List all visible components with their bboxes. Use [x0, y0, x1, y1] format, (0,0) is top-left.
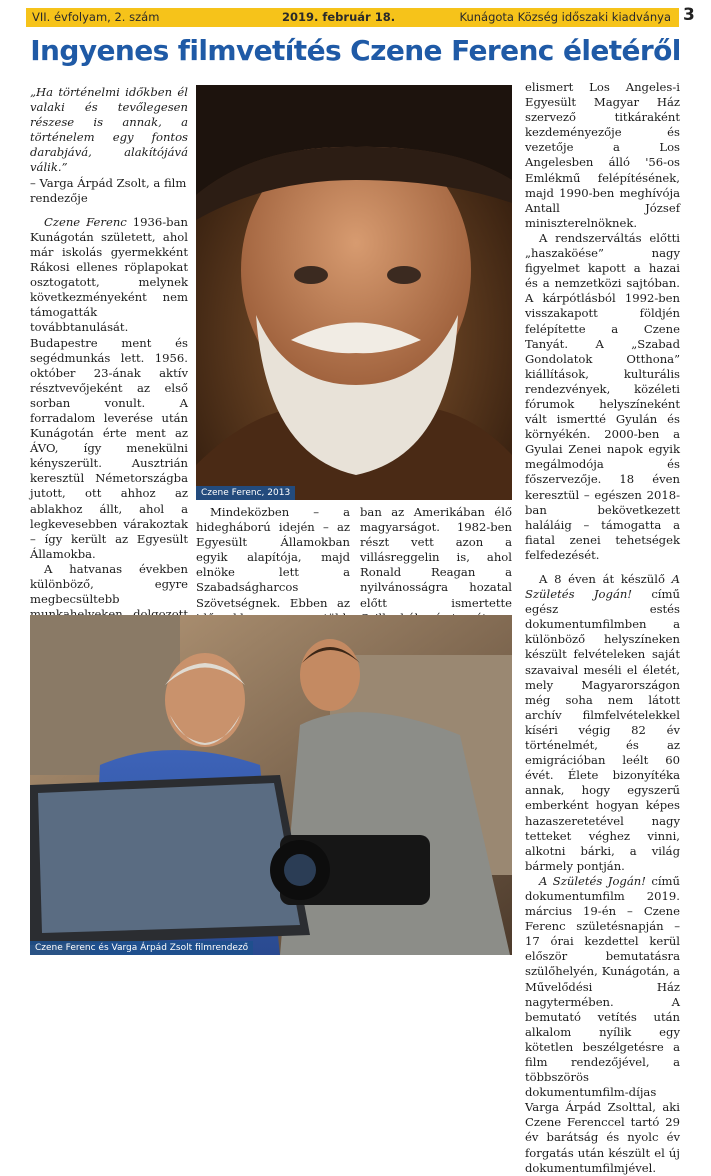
- publication-name: Kunágota Község időszaki kiadványa: [459, 10, 671, 24]
- film-title: A Születés Jogán!: [539, 873, 646, 888]
- filming-photo: [30, 615, 512, 955]
- filming-caption: Czene Ferenc és Varga Árpád Zsolt filmrendező: [30, 941, 253, 955]
- body-paragraph: A 8 éven át készülő A Születés Jogán! című egész estés dokumentumfilmben a különböző helyszíneken készült felvételeken saját szavaival meséli el életét, mely Magyarországon még soha nem látott archív filmfelvételekkel kíséri végig 82 év történelmét, és az emigrációban leélt 60 évét. Élete bizonyítéka annak, hogy egyszerű emberként hogyan képes hazaszeretetével nagy tetteket véghez vinni, alkotni bárki, a világ bármely pontján.: [525, 572, 680, 873]
- page-number: 3: [683, 5, 695, 25]
- body-paragraph: elismert Los Angeles-i Egyesült Magyar Ház szervező titkáraként kezdeményezője és vezetője a Los Angelesben álló '56-os Emlékmű felépítésének, majd 1990-ben meghívója Antall József miniszterelnöknek.: [525, 80, 680, 230]
- body-paragraph: A rendszerváltás előtti „haszaköése” nagy figyelmet kapott a hazai és a nemzetközi sajtóban. A kárpótlásból 1992-ben visszakapott földjén felépítette a Czene Tanyát. A „Szabad Gondolatok Otthona” kiállítások, kulturális rendezvények, közéleti fórumok helyszíneként vált ismertté Gyulán és környékén. 2000-ben a Gyulai Zenei napok egyik megálmodója és főszervezője. 18 éven keresztül – egészen 2018-ban bekövetkezett haláláig – támogatta a fiatal zenei tehetségek felfedezését.: [525, 230, 680, 562]
- epigraph-quote: „Ha történelmi időkben él valaki és tevőlegesen részese is annak, a történelem egy fontos darabjává, alakítójává válik.”: [30, 85, 188, 175]
- portrait-caption: Czene Ferenc, 2013: [196, 486, 295, 500]
- page-header-bar: [26, 8, 679, 27]
- person-name: Czene Ferenc: [44, 214, 127, 229]
- epigraph-author: – Varga Árpád Zsolt, a film rendezője: [30, 175, 187, 205]
- portrait-image: [196, 85, 512, 500]
- body-paragraph: A hatvanas években különböző, egyre megbecsültebb: [30, 561, 188, 607]
- portrait-photo: [196, 85, 512, 500]
- body-paragraph: A Születés Jogán! című dokumentumfilm 2019. március 19-én – Czene Ferenc születésnapján – 17 órai kezdettel kerül először bemutatásra szülőhelyén, Kunágotán, a Művelődési Ház nagytermében. A bemutató vetítés után alkalom nyílik egy kötetlen beszélgetésre a film rendezőjével, a többszörös dokumentumfilm-díjas Varga Árpád Zsolttal, aki Czene Ferenccel tartó 29 év barátság és nyolc év forgatás után készült el új dokumentumfilmjével.: [525, 873, 680, 1175]
- column-4: [525, 80, 680, 1176]
- film-title: A Születés Jogán!: [525, 572, 680, 602]
- issue-date: 2019. február 18.: [282, 10, 396, 24]
- body-paragraph: ban az Amerikában élő magyarságot. 1982-ben részt vett azon a villásreggelin is, ahol Ronald Reagan a nyilvánosságra hozatal előtt ismertette: [360, 505, 512, 610]
- filming-image: [30, 615, 512, 955]
- body-paragraph: Czene Ferenc 1936-ban Kunágotán született, ahol már iskolás gyermekként Rákosi ellenes röplapokat osztogatott, melynek következményeként nem támogatták továbbtanulását. Budapestre ment és segédmunkás lett. 1956. október 23-ának aktív résztvevőjeként az első sorban vonult. A forradalom leverése után Kunágotán érte ment az ÁVO, így menekülni kényszerült. Ausztrián keresztül Németországba jutott, ott ahhoz az ablakhoz állt, ahol a legkevesebben várakoztak – így került az Egyesült Államokba.: [30, 214, 188, 561]
- body-paragraph: Mindeközben – a hidegháború idején – az Egyesült Államokban egyik alapítója, majd elnöke lett a Szabadságharcos Szövetségnek. Ebben az: [196, 505, 350, 610]
- article-title: Ingyenes filmvetítés Czene Ferenc életéről: [30, 34, 681, 67]
- volume-label: VII. évfolyam, 2. szám: [32, 10, 160, 24]
